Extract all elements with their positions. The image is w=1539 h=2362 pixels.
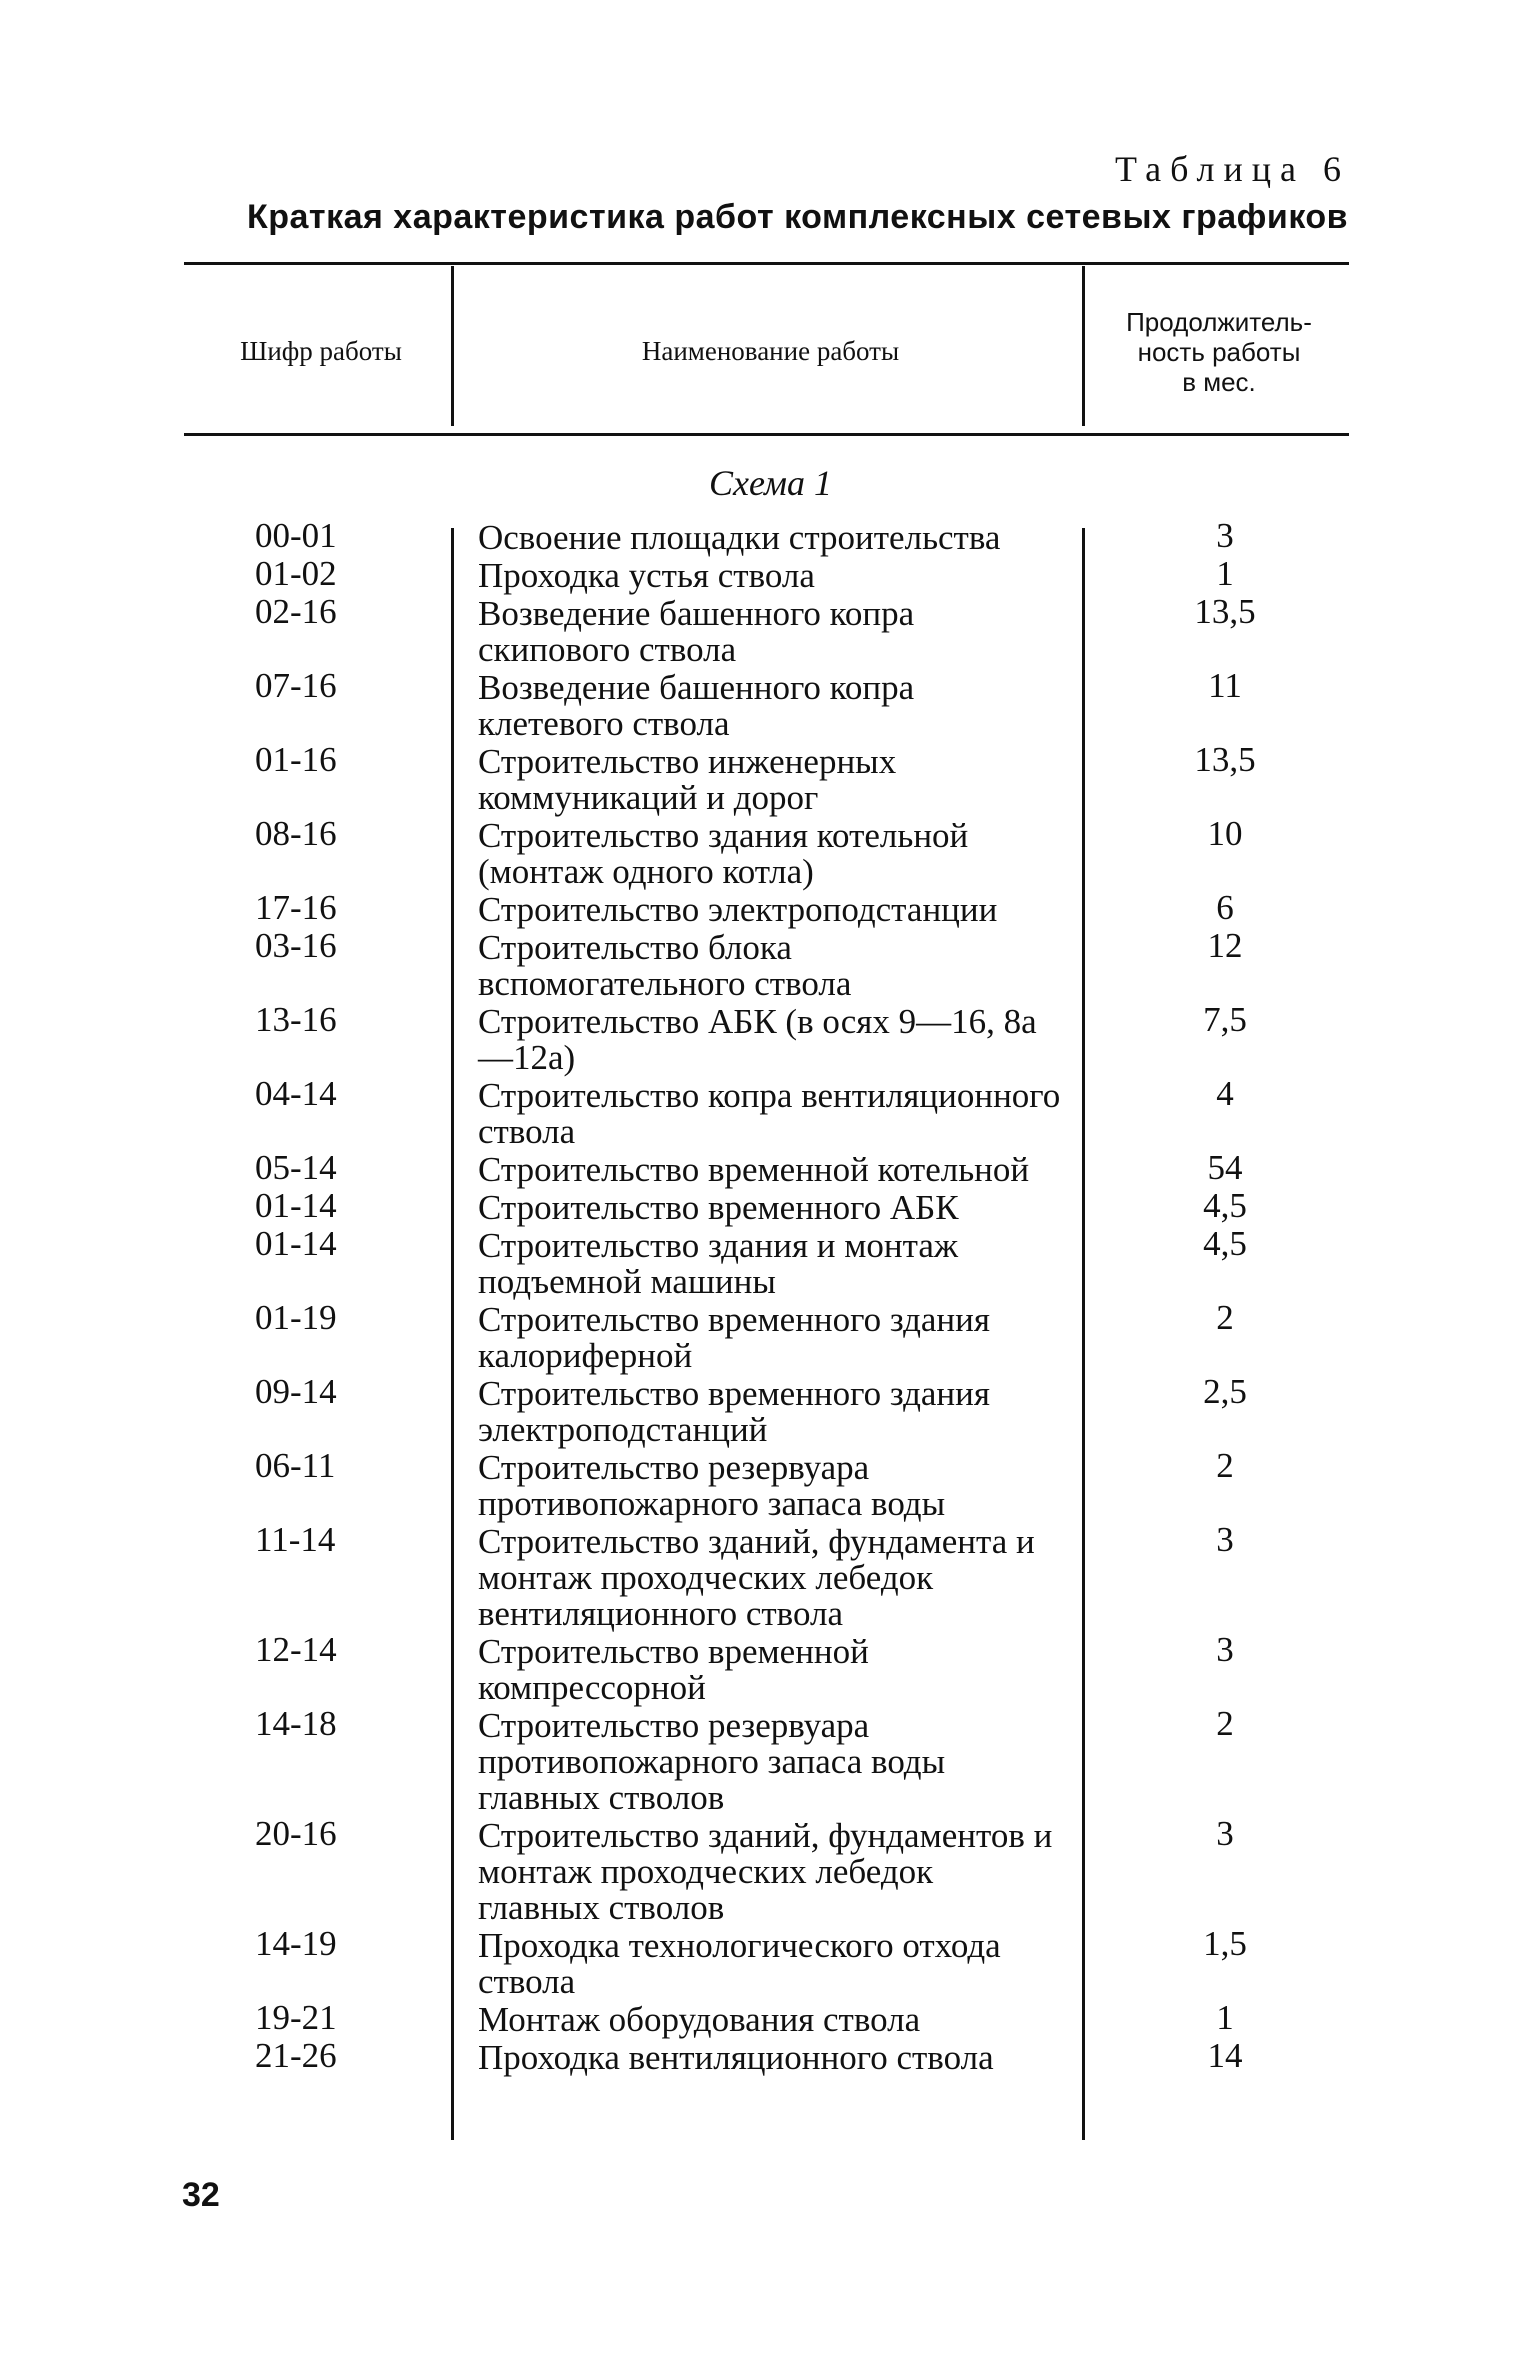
work-duration: 4,5 [1203,1186,1247,1225]
work-duration: 13,5 [1194,740,1256,779]
page-number: 32 [182,2176,220,2214]
work-name: Строительство временного АБК [478,1188,959,1227]
work-name: Строительство копра вентиляционного ствола [478,1076,1061,1151]
work-code: 01-02 [255,554,337,593]
work-name: Освоение площадки строительства [478,518,1001,557]
table-row [0,594,1539,668]
work-duration: 1 [1216,554,1234,593]
work-name: Строительство здания и монтаж подъемной машины [478,1226,959,1301]
table-row [0,1632,1539,1706]
work-name: Строительство здания котельной (монтаж одного котла) [478,816,969,891]
table-row [0,1226,1539,1300]
work-name: Строительство резервуара противопожарного запаса воды главных стволов [478,1706,946,1817]
work-duration: 2 [1216,1704,1234,1743]
work-code: 09-14 [255,1372,337,1411]
table-row [0,1706,1539,1816]
work-name: Строительство временного здания электроподстанций [478,1374,990,1449]
work-name: Строительство электроподстанции [478,890,998,929]
work-code: 12-14 [255,1630,337,1669]
table-row [0,1076,1539,1150]
work-duration: 14 [1207,2036,1243,2075]
work-name: Строительство временной котельной [478,1150,1030,1189]
work-name: Проходка устья ствола [478,556,815,595]
table-body [0,518,1539,2076]
work-name: Строительство резервуара противопожарного запаса воды [478,1448,946,1523]
work-duration: 7,5 [1203,1000,1247,1039]
work-duration: 3 [1216,516,1234,555]
table-row [0,1374,1539,1448]
work-code: 19-21 [255,1998,337,2037]
work-name: Строительство временного здания калориферной [478,1300,990,1375]
work-duration: 4,5 [1203,1224,1247,1263]
work-code: 04-14 [255,1074,337,1113]
column-header-duration: Продолжитель- ность работы в мес. [1126,307,1312,397]
work-code: 01-16 [255,740,337,779]
work-code: 13-16 [255,1000,337,1039]
table-row [0,556,1539,594]
work-code: 01-14 [255,1186,337,1225]
table-row [0,742,1539,816]
work-code: 05-14 [255,1148,337,1187]
table-label: Таблица 6 [1115,149,1350,189]
work-code: 07-16 [255,666,337,705]
work-duration: 11 [1208,666,1242,705]
table-row [0,1002,1539,1076]
work-duration: 3 [1216,1630,1234,1669]
table-row [0,1926,1539,2000]
column-header-name: Наименование работы [641,336,900,366]
work-name: Монтаж оборудования ствола [478,2000,921,2039]
table-row [0,1150,1539,1188]
work-code: 02-16 [255,592,337,631]
work-duration: 12 [1207,926,1243,965]
work-code: 01-19 [255,1298,337,1337]
work-duration: 2 [1216,1446,1234,1485]
work-duration: 13,5 [1194,592,1256,631]
work-duration: 2 [1216,1298,1234,1337]
work-duration: 1,5 [1203,1924,1247,1963]
table-row [0,1522,1539,1632]
work-duration: 1 [1216,1998,1234,2037]
work-code: 14-19 [255,1924,337,1963]
work-duration: 3 [1216,1814,1234,1853]
table-header-rule [184,433,1349,436]
work-code: 03-16 [255,926,337,965]
table-row [0,2038,1539,2076]
table-row [0,816,1539,890]
work-code: 00-01 [255,516,337,555]
table-row [0,1188,1539,1226]
work-name: Строительство инженерных коммуникаций и дорог [478,742,897,817]
work-duration: 54 [1207,1148,1243,1187]
section-title: Схема 1 [708,463,833,503]
work-duration: 4 [1216,1074,1234,1113]
table-row [0,518,1539,556]
work-name: Строительство зданий, фундаментов и монтаж проходческих лебедок главных стволов [478,1816,1053,1927]
work-duration: 3 [1216,1520,1234,1559]
table-row [0,928,1539,1002]
table-row [0,668,1539,742]
work-name: Строительство АБК (в осях 9—16, 8а—12а) [478,1002,1037,1077]
table-row [0,2000,1539,2038]
work-code: 06-11 [255,1446,336,1485]
work-code: 14-18 [255,1704,337,1743]
work-name: Проходка технологического отхода ствола [478,1926,1001,2001]
work-code: 01-14 [255,1224,337,1263]
work-code: 21-26 [255,2036,337,2075]
work-name: Проходка вентиляционного ствола [478,2038,994,2077]
work-name: Строительство блока вспомогательного ствола [478,928,852,1003]
work-code: 20-16 [255,1814,337,1853]
table-row [0,1300,1539,1374]
work-code: 08-16 [255,814,337,853]
work-name: Возведение башенного копра клетевого ствола [478,668,915,743]
work-code: 17-16 [255,888,337,927]
work-duration: 10 [1207,814,1243,853]
table-row [0,1448,1539,1522]
work-duration: 2,5 [1203,1372,1247,1411]
work-duration: 6 [1216,888,1234,927]
table-row [0,1816,1539,1926]
work-code: 11-14 [255,1520,336,1559]
work-name: Строительство зданий, фундамента и монтаж проходческих лебедок вентиляционного ствола [478,1522,1035,1633]
table-title: Краткая характеристика работ комплексных сетевых графиков [247,198,1349,236]
table-row [0,890,1539,928]
work-name: Возведение башенного копра скипового ствола [478,594,915,669]
table-top-rule [184,262,1349,265]
work-name: Строительство временной компрессорной [478,1632,869,1707]
column-header-code: Шифр работы [240,336,402,366]
